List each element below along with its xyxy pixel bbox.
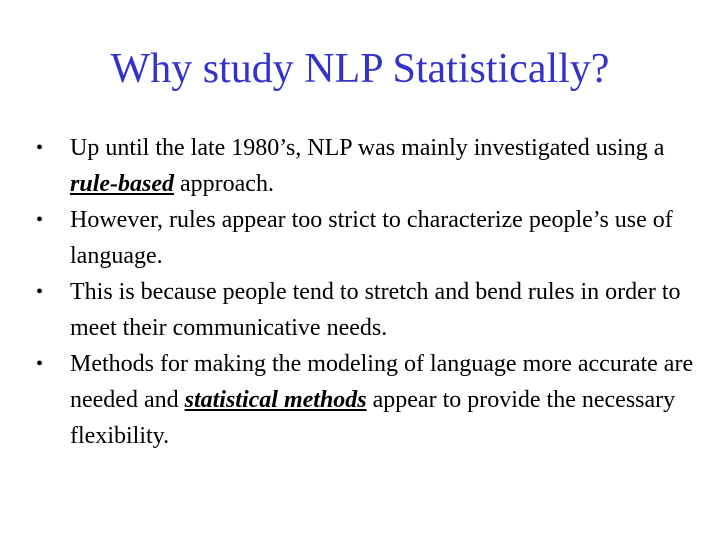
bullet-text-before: Methods for making the modeling of language more accurate are needed and [70, 351, 694, 413]
bullet-emphasis: rule-based [70, 171, 174, 197]
bullet-item-3 [30, 274, 710, 346]
slide-title: Why study NLP Statistically? [110, 46, 610, 92]
bullet-dot-icon: • [36, 353, 44, 375]
bullet-item-4 [30, 346, 710, 454]
bullet-text: This is because people tend to stretch and bend rules in order to meet their communicative needs. [70, 279, 681, 341]
bullet-text: However, rules appear too strict to characterize people’s use of language. [70, 207, 673, 269]
bullet-emphasis: statistical methods [184, 387, 367, 413]
bullet-dot-icon: • [36, 137, 44, 159]
bullet-item-2 [30, 202, 710, 274]
bullet-list [30, 130, 710, 454]
bullet-text-after: appear to provide the necessary flexibility. [70, 387, 676, 449]
bullet-text-before: Up until the late 1980’s, NLP was mainly investigated using a [70, 135, 665, 161]
bullet-dot-icon: • [36, 209, 44, 231]
bullet-dot-icon: • [36, 281, 44, 303]
bullet-text-after: approach. [174, 171, 274, 197]
bullet-item-1 [30, 130, 710, 202]
